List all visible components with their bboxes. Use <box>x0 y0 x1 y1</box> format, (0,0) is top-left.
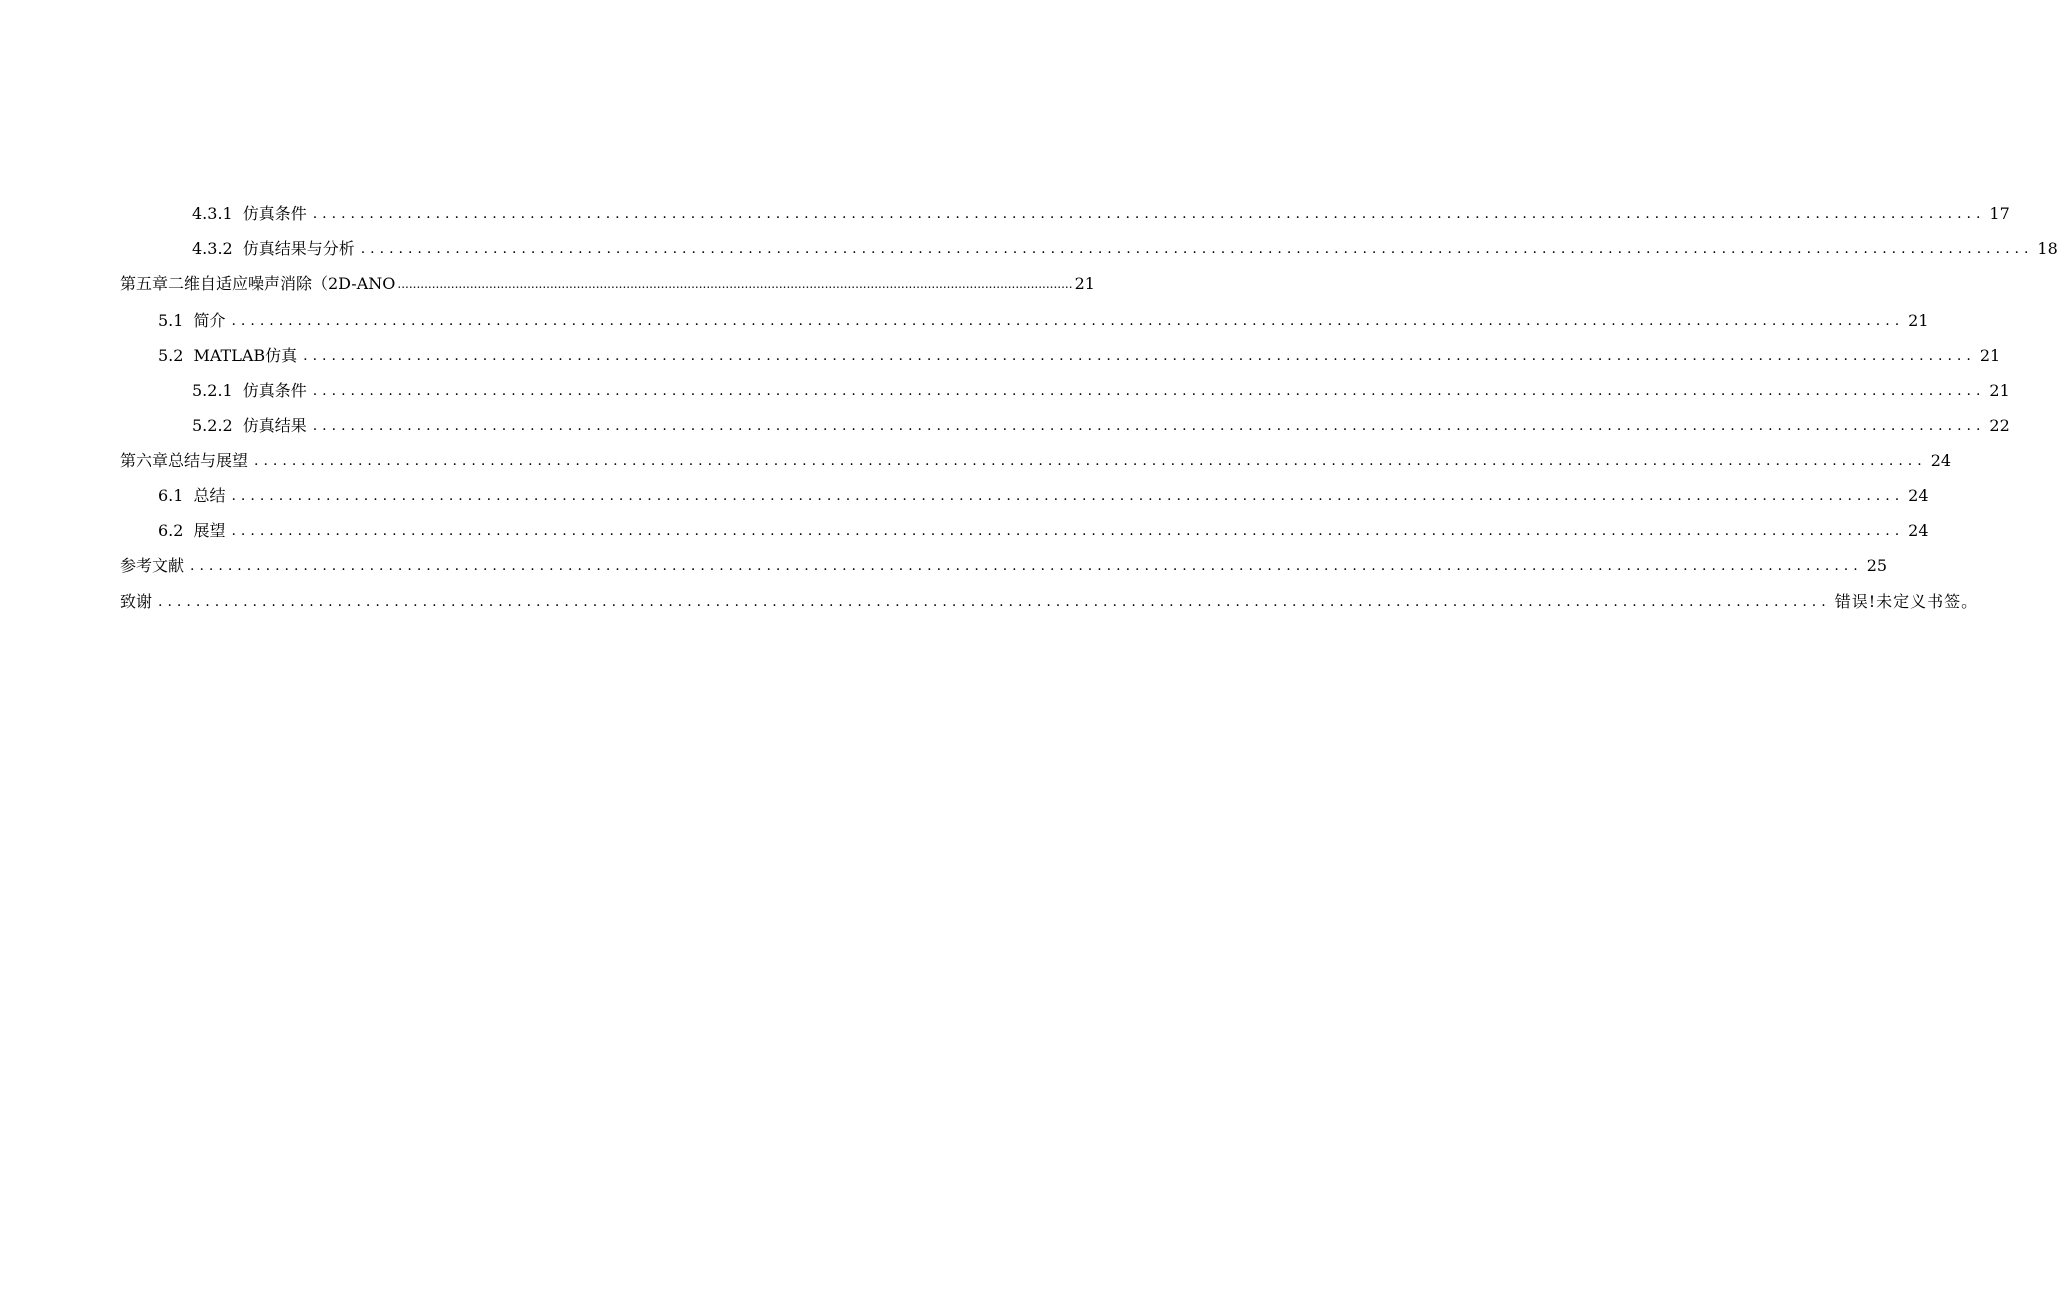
toc-dot-leader: ................................................................................................................................................................................. <box>312 383 1986 399</box>
toc-dot-leader: ................................................................................................................................................................................. <box>231 523 1905 539</box>
toc-entry-page: 17 <box>1989 204 2010 223</box>
toc-entry-page: 21 <box>1908 311 1929 330</box>
toc-entry-number: 5.2.2 <box>192 416 233 435</box>
toc-dot-leader: ................................................................................................................................................................................. <box>254 453 1927 469</box>
toc-entry-page: 21 <box>1989 381 2010 400</box>
toc-entry-title: 仿真结果 <box>242 416 307 435</box>
toc-entry-title: 仿真条件 <box>242 204 307 223</box>
toc-entry-acknowledgements[interactable] <box>120 588 1979 612</box>
toc-entry-title: 参考文献 <box>120 556 185 575</box>
toc-entry-5-2-2[interactable] <box>192 412 2010 436</box>
toc-entry-chapter-6[interactable] <box>120 447 1952 471</box>
toc-dot-leader: ................................................................................................................................................................................. <box>303 348 1976 364</box>
toc-entry-4-3-1[interactable] <box>192 200 2010 224</box>
toc-entry-4-3-2[interactable] <box>192 235 2058 259</box>
toc-entry-number: 5.1 <box>158 311 184 330</box>
toc-entry-number: 4.3.2 <box>192 239 233 258</box>
toc-entry-page: 21 <box>1074 274 1095 293</box>
toc-entry-page: 21 <box>1979 346 2001 365</box>
toc-entry-page: 18 <box>2037 239 2058 258</box>
toc-entry-number: 6.2 <box>158 521 184 540</box>
toc-dot-leader: ................................................................................................................................................................................. <box>231 313 1905 329</box>
toc-entry-title: 仿真结果与分析 <box>242 239 355 258</box>
toc-entry-chapter-5[interactable] <box>120 270 1095 294</box>
toc-entry-references[interactable] <box>120 552 1888 576</box>
toc-entry-title: 仿真条件 <box>242 381 307 400</box>
toc-dot-leader: ................................................................................................................................................................................. <box>190 558 1863 574</box>
toc-entry-title: 第五章二维自适应噪声消除（2D-ANO <box>120 274 396 293</box>
toc-entry-title: 总结 <box>193 486 226 505</box>
toc-entry-6-2[interactable] <box>158 517 1929 541</box>
toc-entry-number: 6.1 <box>158 486 184 505</box>
toc-entry-5-2[interactable] <box>158 342 2001 366</box>
toc-entry-6-1[interactable] <box>158 482 1929 506</box>
toc-entry-page: 22 <box>1989 416 2010 435</box>
toc-dot-leader: ................................................................................................................................................................................. <box>231 488 1905 504</box>
toc-entry-number: 4.3.1 <box>192 204 233 223</box>
toc-entry-title: MATLAB仿真 <box>193 346 298 365</box>
toc-entry-title: 展望 <box>193 521 226 540</box>
toc-entry-page: 24 <box>1908 486 1929 505</box>
toc-dot-leader: ................................................................................................................................................................................. <box>312 418 1986 434</box>
toc-dot-leader: ................................................................................................................................................................................. <box>360 241 2034 257</box>
toc-entry-title: 第六章总结与展望 <box>120 451 249 470</box>
toc-entry-5-1[interactable] <box>158 307 1929 331</box>
toc-dot-leader: ................................................................................................................................................................................. <box>158 594 1831 610</box>
toc-dot-leader: ................................................................................................................................................................................. <box>312 206 1986 222</box>
toc-entry-page: 25 <box>1866 556 1888 575</box>
toc-entry-number: 5.2 <box>158 346 184 365</box>
toc-entry-number: 5.2.1 <box>192 381 233 400</box>
toc-entry-title: 致谢 <box>120 592 153 611</box>
toc-entry-title: 简介 <box>193 311 226 330</box>
toc-entry-page: 24 <box>1930 451 1952 470</box>
toc-entry-page: 24 <box>1908 521 1929 540</box>
toc-entry-page: 错误!未定义书签。 <box>1834 592 1979 611</box>
toc-dot-leader: ................................................................................................................................................................................. <box>397 277 1073 291</box>
toc-entry-5-2-1[interactable] <box>192 377 2010 401</box>
